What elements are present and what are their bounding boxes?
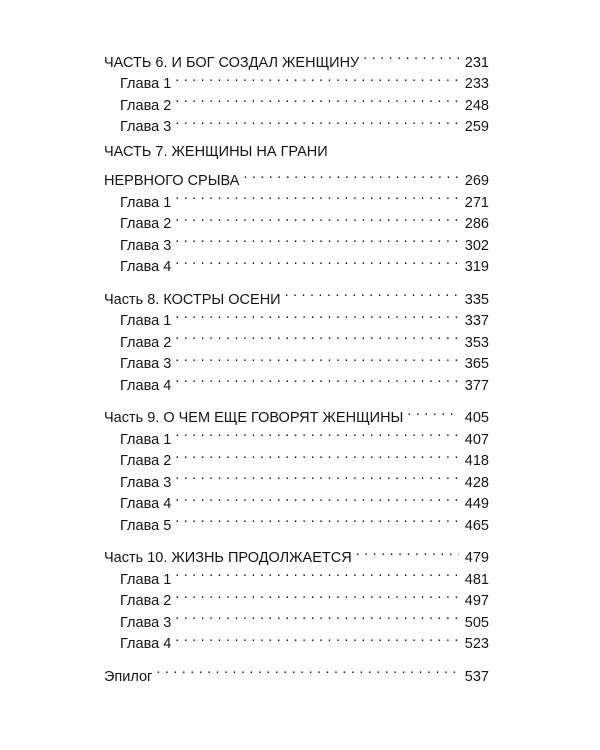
dot-leader xyxy=(175,627,459,649)
dot-leader xyxy=(175,250,459,272)
chapter-title: Глава 3 xyxy=(120,237,172,254)
chapter-title: Глава 5 xyxy=(120,517,172,534)
dot-leader xyxy=(175,465,459,487)
page-number: 505 xyxy=(464,614,489,631)
chapter-title: Глава 2 xyxy=(120,97,172,114)
toc-part xyxy=(104,45,489,135)
part-title: ЧАСТЬ 6. И БОГ СОЗДАЛ ЖЕНЩИНУ xyxy=(104,54,360,71)
page-number: 271 xyxy=(464,194,489,211)
dot-leader xyxy=(175,605,459,627)
toc-part-entry[interactable] xyxy=(104,164,489,189)
dot-leader xyxy=(175,347,459,369)
page-number: 537 xyxy=(464,668,489,685)
part-title: Часть 10. ЖИЗНЬ ПРОДОЛЖАЕТСЯ xyxy=(104,550,352,566)
dot-leader xyxy=(175,444,459,466)
chapter-title: Глава 3 xyxy=(120,474,172,491)
page-number: 259 xyxy=(464,119,489,135)
dot-leader xyxy=(285,282,459,304)
toc-part-entry[interactable] xyxy=(104,659,489,685)
dot-leader xyxy=(407,401,459,423)
page-number: 418 xyxy=(464,453,489,469)
table-of-contents xyxy=(104,45,489,692)
page-number: 233 xyxy=(464,76,489,92)
page-number: 302 xyxy=(464,237,489,254)
dot-leader xyxy=(175,185,459,207)
dot-leader xyxy=(175,207,459,229)
page-number: 407 xyxy=(464,431,489,448)
toc-part-entry[interactable] xyxy=(104,282,489,308)
page-number: 286 xyxy=(464,216,489,232)
chapter-title: Глава 4 xyxy=(120,377,172,394)
part-title-line: ЧАСТЬ 7. ЖЕНЩИНЫ НА ГРАНИ xyxy=(104,144,328,160)
page-number: 231 xyxy=(464,54,489,71)
dot-leader xyxy=(175,304,459,326)
chapter-title: Глава 1 xyxy=(120,313,172,329)
dot-leader xyxy=(175,584,459,606)
chapter-title: Глава 1 xyxy=(120,431,172,448)
chapter-title: Глава 3 xyxy=(120,614,172,631)
page-number: 269 xyxy=(464,173,489,189)
toc-part xyxy=(104,541,489,652)
dot-leader xyxy=(175,562,459,584)
part-title: Часть 9. О ЧЕМ ЕЩЕ ГОВОРЯТ ЖЕНЩИНЫ xyxy=(104,410,404,426)
page-number: 377 xyxy=(464,377,489,394)
dot-leader xyxy=(243,164,459,186)
page-number: 353 xyxy=(464,334,489,351)
toc-part xyxy=(104,659,489,685)
page-number: 481 xyxy=(464,571,489,588)
page-number: 465 xyxy=(464,517,489,534)
dot-leader xyxy=(175,67,459,89)
chapter-title: Глава 4 xyxy=(120,496,172,512)
chapter-title: Глава 1 xyxy=(120,571,172,588)
toc-part-entry[interactable] xyxy=(104,541,489,566)
chapter-title: Глава 2 xyxy=(120,216,172,232)
part-title: НЕРВНОГО СРЫВА xyxy=(104,173,240,189)
chapter-title: Глава 1 xyxy=(120,76,172,92)
dot-leader xyxy=(175,422,459,444)
dot-leader xyxy=(175,487,459,509)
page-number: 405 xyxy=(464,410,489,426)
dot-leader xyxy=(356,541,459,563)
chapter-title: Глава 4 xyxy=(120,259,172,275)
chapter-title: Глава 3 xyxy=(120,356,172,372)
toc-part-entry[interactable] xyxy=(104,401,489,426)
dot-leader xyxy=(175,508,459,530)
chapter-title: Глава 2 xyxy=(120,453,172,469)
chapter-title: Глава 3 xyxy=(120,119,172,135)
dot-leader xyxy=(156,659,459,681)
page-number: 523 xyxy=(464,636,489,652)
dot-leader xyxy=(175,325,459,347)
toc-part xyxy=(104,142,489,275)
toc-part xyxy=(104,282,489,394)
chapter-title: Глава 2 xyxy=(120,334,172,351)
part-title: Часть 8. КОСТРЫ ОСЕНИ xyxy=(104,291,281,308)
part-title: Эпилог xyxy=(104,668,153,685)
page-number: 337 xyxy=(464,313,489,329)
chapter-title: Глава 4 xyxy=(120,636,172,652)
toc-part xyxy=(104,401,489,534)
page-number: 248 xyxy=(464,97,489,114)
page-number: 497 xyxy=(464,593,489,609)
dot-leader xyxy=(363,45,459,67)
page-number: 365 xyxy=(464,356,489,372)
page-number: 479 xyxy=(464,550,489,566)
page-number: 449 xyxy=(464,496,489,512)
page-number: 335 xyxy=(464,291,489,308)
dot-leader xyxy=(175,88,459,110)
page-number: 428 xyxy=(464,474,489,491)
chapter-title: Глава 1 xyxy=(120,194,172,211)
chapter-title: Глава 2 xyxy=(120,593,172,609)
dot-leader xyxy=(175,228,459,250)
toc-part-entry[interactable] xyxy=(104,45,489,71)
dot-leader xyxy=(175,368,459,390)
page-number: 319 xyxy=(464,259,489,275)
dot-leader xyxy=(175,110,459,132)
